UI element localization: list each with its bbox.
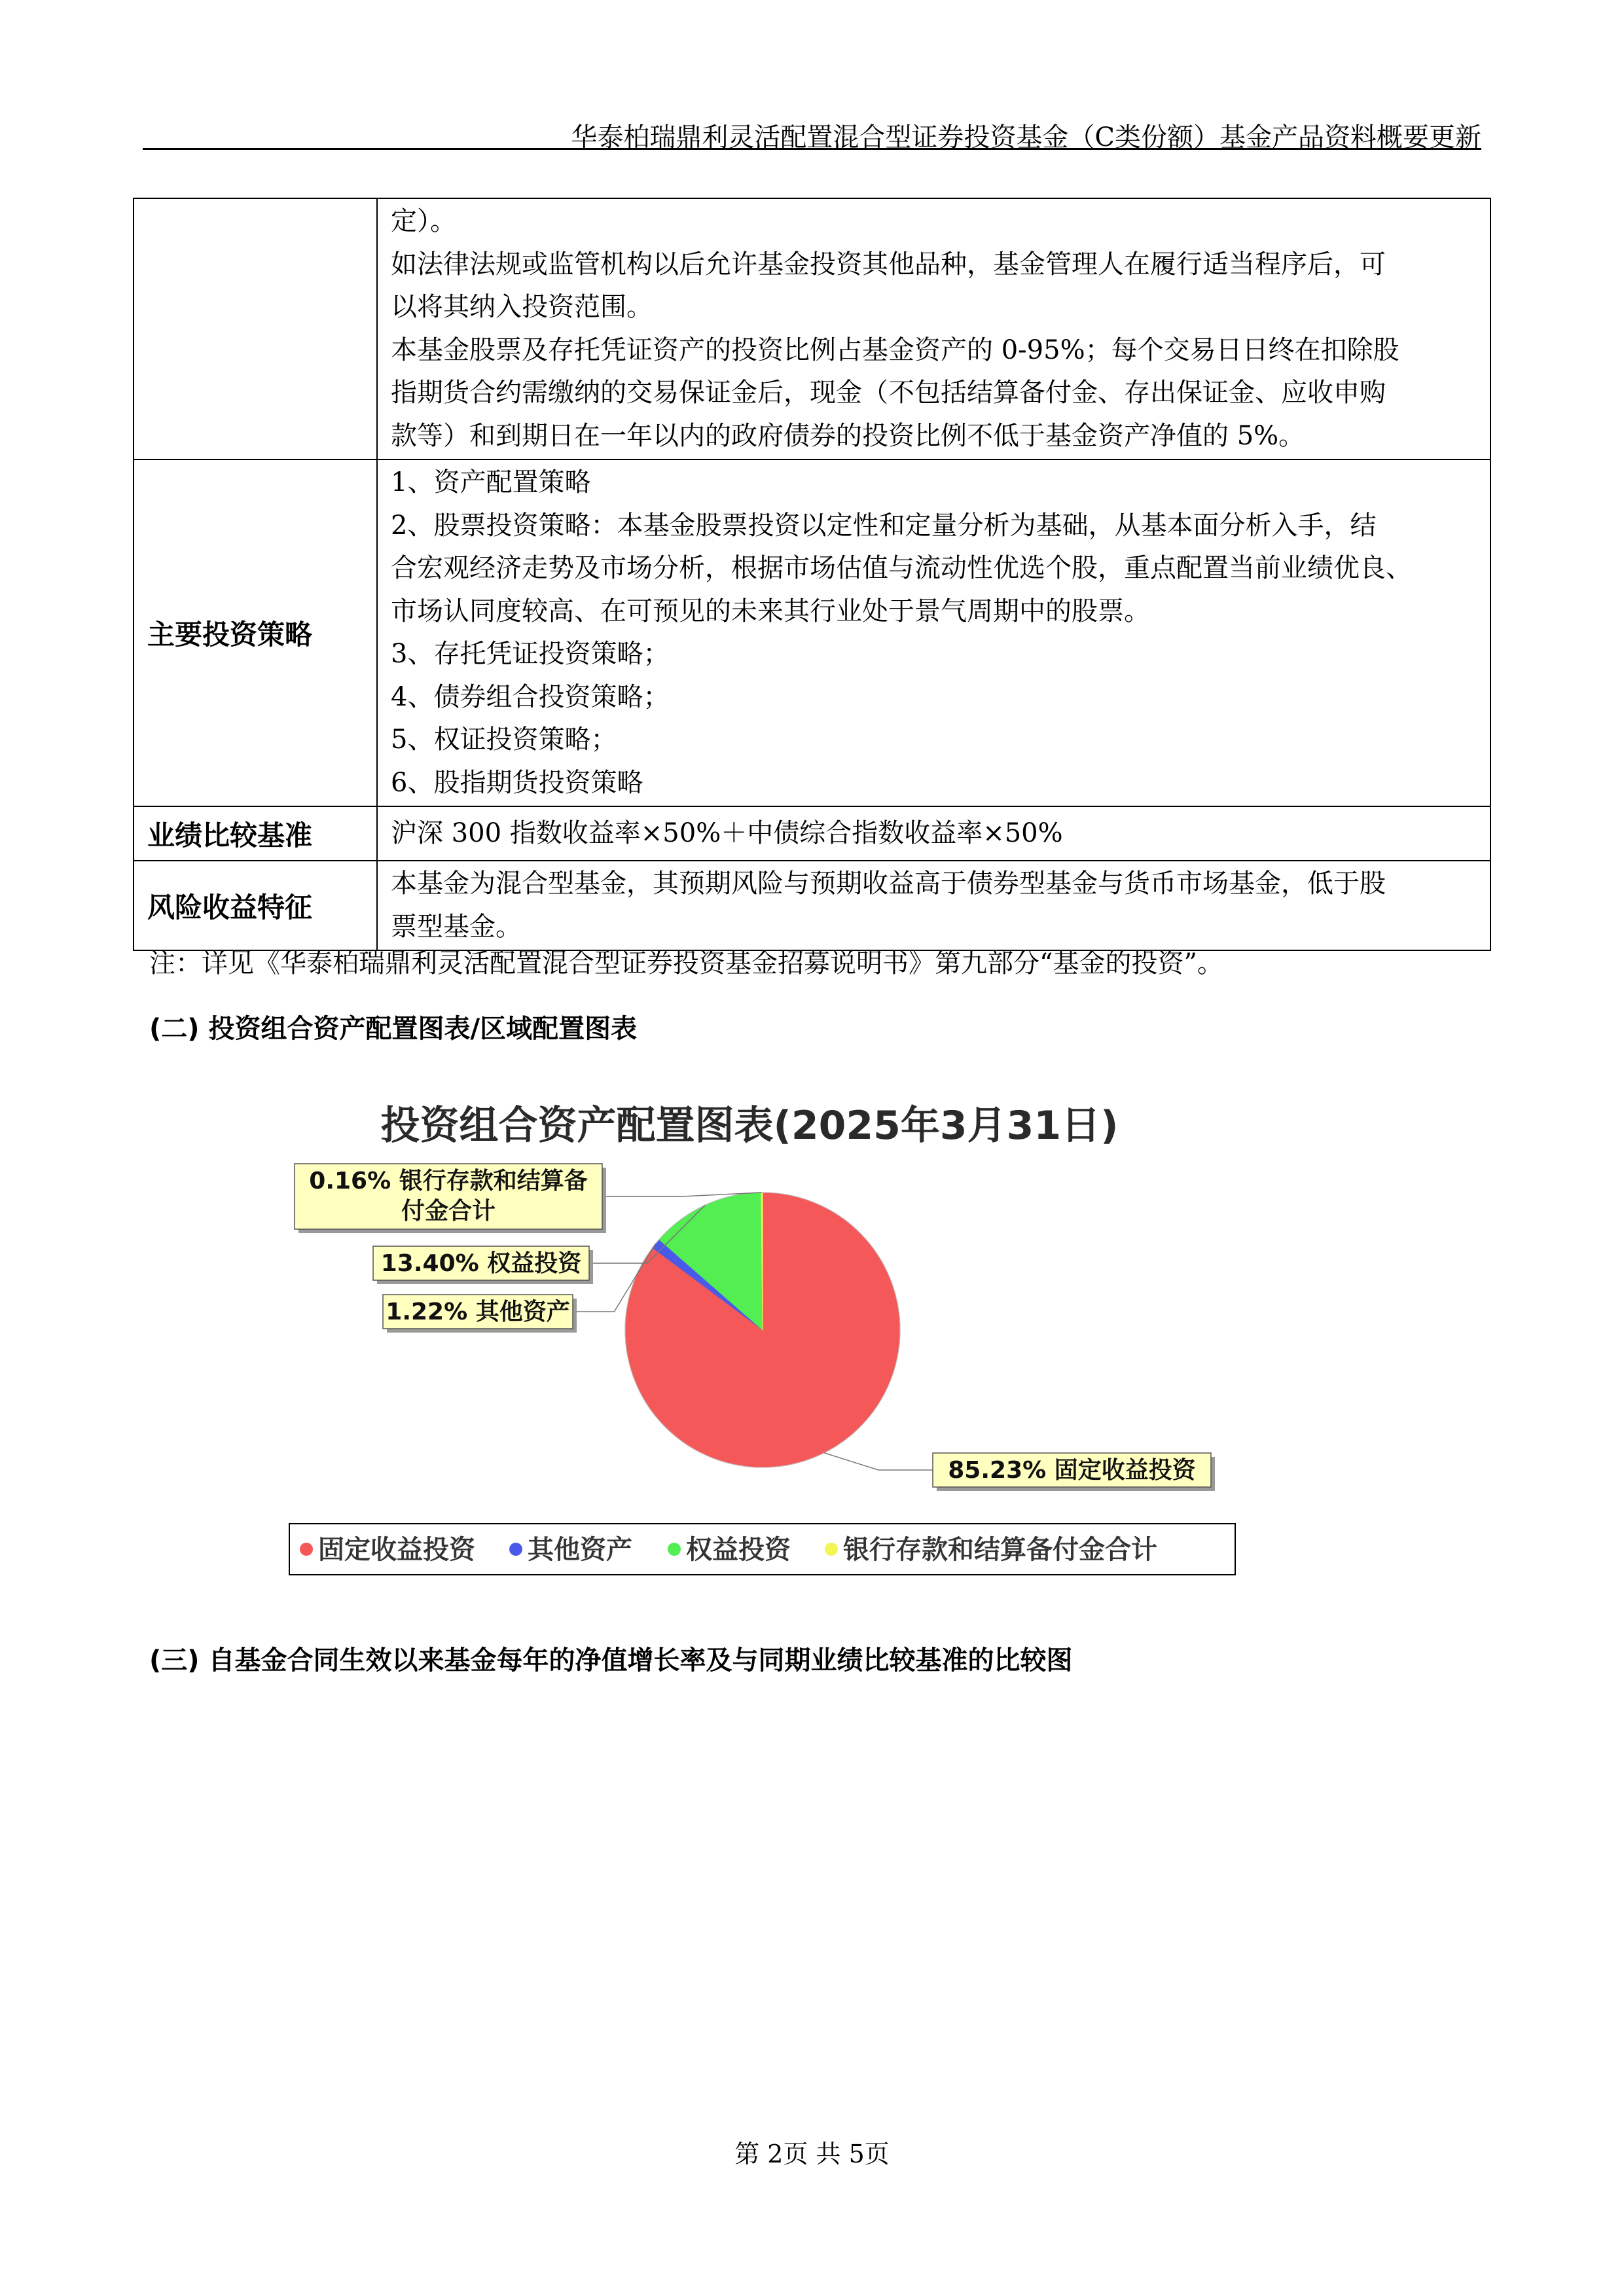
legend-marker-1	[509, 1543, 522, 1556]
page-footer: 第 2页 共 5页	[734, 2140, 890, 2168]
risk-content	[377, 861, 1490, 950]
header-title: 华泰柏瑞鼎利灵活配置混合型证券投资基金（C类份额）基金产品资料概要更新	[571, 122, 1481, 152]
table-row-strategy	[134, 459, 1490, 806]
legend	[289, 1524, 1235, 1575]
legend-marker-3	[825, 1543, 838, 1556]
text-line: 指期货合约需缴纳的交易保证金后，现金（不包括结算备付金、存出保证金、应收申购	[391, 378, 1386, 408]
pie-group	[625, 1193, 900, 1467]
legend-label-2: 权益投资	[686, 1535, 791, 1565]
text-line: 本基金股票及存托凭证资产的投资比例占基金资产的 0-95%；每个交易日日终在扣除股	[391, 334, 1399, 365]
text-line: 5、权证投资策略；	[391, 725, 617, 755]
table-row-investment-scope	[134, 198, 1490, 459]
text-line: 4、债券组合投资策略；	[391, 681, 670, 712]
text-line: 如法律法规或监管机构以后允许基金投资其他品种，基金管理人在履行适当程序后，可	[391, 249, 1386, 279]
legend-label-1: 其他资产	[528, 1535, 632, 1565]
callout-line-0	[824, 1453, 933, 1470]
text-line: 3、存托凭证投资策略；	[391, 639, 670, 669]
asset-allocation-chart	[281, 1100, 1276, 1584]
data-label-0: 85.23% 固定收益投资	[948, 1457, 1196, 1484]
legend-marker-2	[668, 1543, 681, 1556]
strategy-label: 主要投资策略	[134, 459, 377, 806]
text-line: 票型基金。	[391, 911, 522, 942]
legend-marker-0	[300, 1543, 313, 1556]
table-row-benchmark	[134, 806, 1490, 861]
strategy-content	[377, 459, 1490, 806]
data-label-3: 付金合计	[401, 1198, 496, 1225]
table-row-label-empty	[134, 198, 377, 459]
benchmark-label: 业绩比较基准	[134, 806, 377, 861]
risk-label: 风险收益特征	[134, 861, 377, 950]
text-line: 沪深 300 指数收益率×50%＋中债综合指数收益率×50%	[391, 817, 1063, 848]
fund-info-table	[133, 198, 1491, 951]
data-label-2: 13.40% 权益投资	[380, 1250, 582, 1277]
text-line: 市场认同度较高、在可预见的未来其行业处于景气周期中的股票。	[391, 596, 1150, 626]
text-line: 本基金为混合型基金，其预期风险与预期收益高于债券型基金与货币市场基金，低于股	[391, 869, 1386, 899]
text-line: 2、股票投资策略：本基金股票投资以定性和定量分析为基础，从基本面分析入手，结	[391, 510, 1377, 541]
section2-heading: (二) 投资组合资产配置图表/区域配置图表	[149, 1014, 638, 1044]
text-line: 6、股指期货投资策略	[391, 767, 643, 798]
section3-heading: (三) 自基金合同生效以来基金每年的净值增长率及与同期业绩比较基准的比较图	[149, 1645, 1073, 1676]
text-line: 合宏观经济走势及市场分析，根据市场估值与流动性优选个股，重点配置当前业绩优良、	[391, 553, 1412, 583]
benchmark-content	[377, 806, 1490, 861]
legend-label-0: 固定收益投资	[318, 1535, 475, 1565]
legend-items	[300, 1535, 1157, 1565]
legend-label-3: 银行存款和结算备付金合计	[843, 1535, 1157, 1565]
chart-title: 投资组合资产配置图表(2025年3月31日)	[380, 1103, 1119, 1149]
text-line: 1、资产配置策略	[391, 467, 591, 497]
data-label-1: 1.22% 其他资产	[386, 1299, 570, 1325]
page-header	[143, 111, 1481, 150]
text-line: 定）。	[391, 206, 456, 236]
investment-scope-content	[377, 198, 1490, 459]
data-label-3: 0.16% 银行存款和结算备	[309, 1168, 588, 1194]
text-line: 以将其纳入投资范围。	[391, 292, 653, 322]
table-note: 注：详见《华泰柏瑞鼎利灵活配置混合型证券投资基金招募说明书》第九部分“基金的投资”。	[149, 948, 1223, 978]
text-line: 款等）和到期日在一年以内的政府债券的投资比例不低于基金资产净值的 5%。	[391, 420, 1305, 451]
table-row-risk	[134, 861, 1490, 950]
